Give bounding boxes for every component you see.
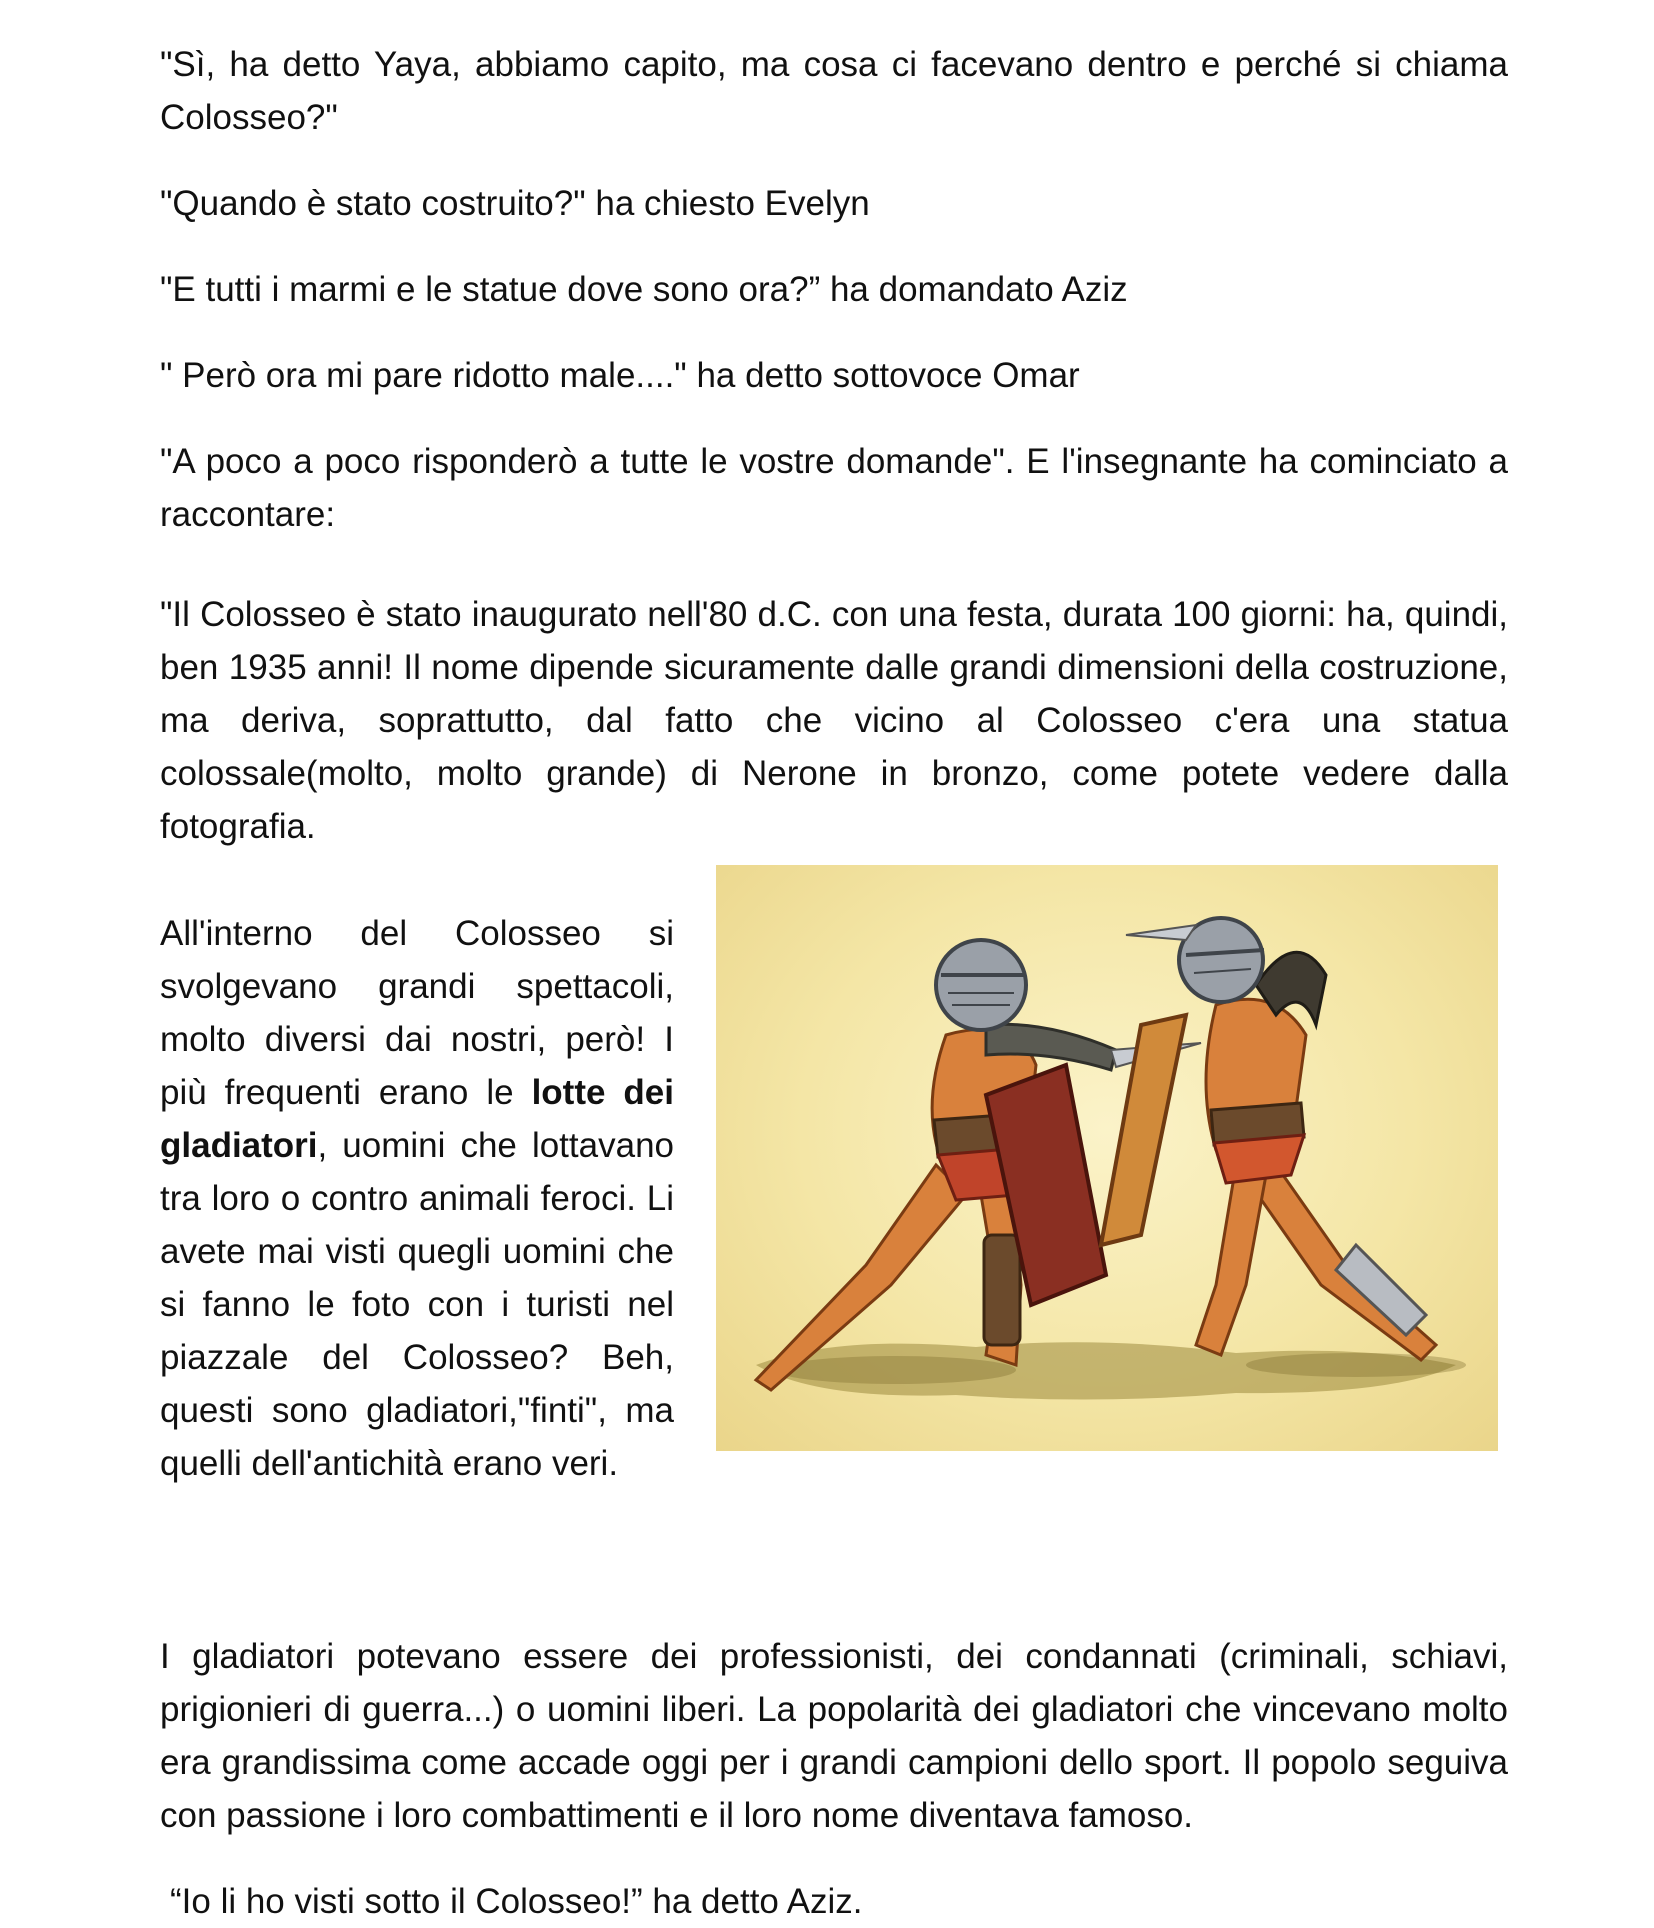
paragraph-evelyn-question: "Quando è stato costruito?" ha chiesto Evelyn [160, 184, 870, 223]
paragraph-aziz-question: "E tutti i marmi e le statue dove sono ora?” ha domandato Aziz [160, 270, 1128, 309]
paragraph-omar-remark: " Però ora mi pare ridotto male...." ha detto sottovoce Omar [160, 356, 1080, 395]
paragraph-gladiator-shows [160, 907, 674, 1490]
gladiator-section [160, 865, 1508, 1595]
right-gladiator [1101, 918, 1436, 1360]
paragraph-colosseum-history: "Il Colosseo è stato inaugurato nell'80 d.C. con una festa, durata 100 giorni: ha, quindi, ben 1935 anni! Il nome dipende sicuramente dalle grandi dimensioni della costruzione, ma deriva, soprattutto, dal fatto che vicino al Colosseo c'era una statua colossale(molto, molto grande) di Nerone in bronzo, come potete vedere dalla fotografia. [160, 595, 1508, 846]
gladiator-text-bold: lotte dei gladiatori [160, 1073, 674, 1165]
gladiators-illustration [716, 865, 1498, 1451]
gladiator-text-part2: , uomini che lottavano tra loro o contro animali feroci. Li avete mai visti quegli uomini che si fanno le foto con i turisti nel piazzale del Colosseo? Beh, questi sono gladiatori,"finti", ma quelli dell'antichità erano veri. [160, 1126, 674, 1483]
gladiator-text-part1: All'interno del Colosseo si svolgevano grandi spettacoli, molto diversi dai nostri, però! I più frequenti erano le [160, 914, 674, 1112]
paragraph-yaya-question: "Sì, ha detto Yaya, abbiamo capito, ma cosa ci facevano dentro e perché si chiama Colosseo?" [160, 45, 1508, 137]
gladiators-drawing [716, 865, 1498, 1451]
document-page [160, 38, 1508, 1928]
paragraph-teacher-intro: "A poco a poco risponderò a tutte le vostre domande". E l'insegnante ha cominciato a raccontare: [160, 442, 1508, 534]
paragraph-gladiator-types: I gladiatori potevano essere dei professionisti, dei condannati (criminali, schiavi, prigionieri di guerra...) o uomini liberi. La popolarità dei gladiatori che vincevano molto era grandissima come accade oggi per i grandi campioni dello sport. Il popolo seguiva con passione i loro combattimenti e il loro nome diventava famoso. [160, 1637, 1508, 1835]
paragraph-aziz-reply: “Io li ho visti sotto il Colosseo!” ha detto Aziz. [170, 1882, 863, 1921]
